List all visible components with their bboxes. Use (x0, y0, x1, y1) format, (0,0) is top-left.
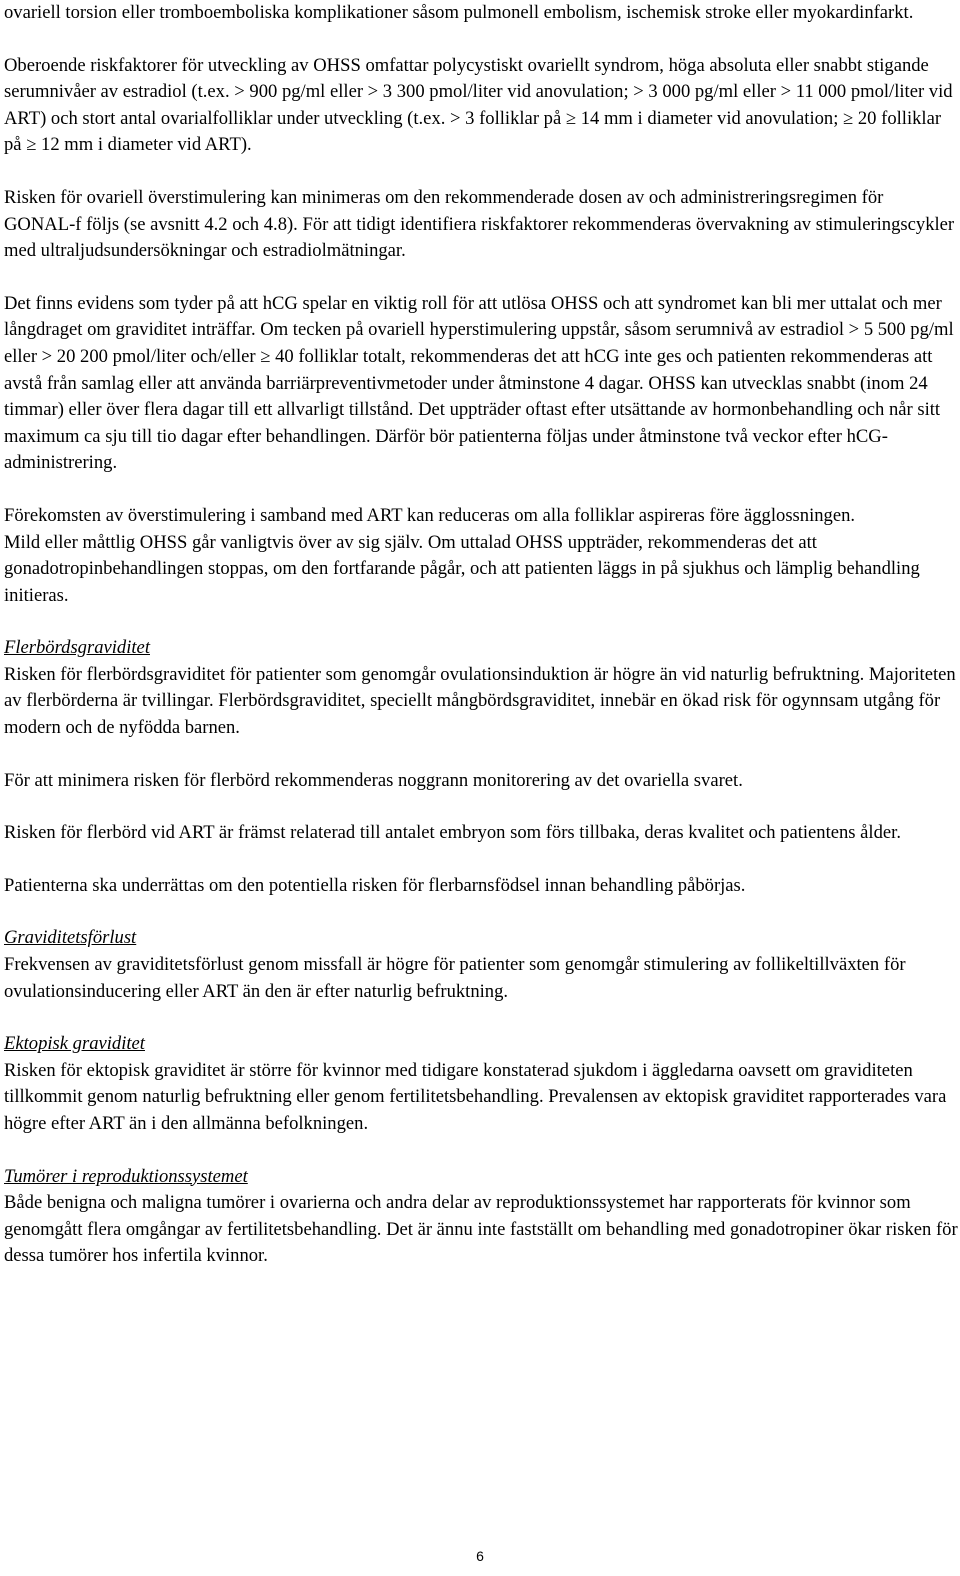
paragraph-art-reduction: Förekomsten av överstimulering i samband med ART kan reduceras om alla folliklar aspireras före ägglossningen. (4, 504, 856, 526)
paragraph-hcg-evidence: Det finns evidens som tyder på att hCG spelar en viktig roll för att utlösa OHSS och att syndromet kan bli mer uttalat och mer långdraget om graviditet inträffar. Om tecken på ovariell hyperstimulering uppstår, såsom serumnivå av estradiol > 5 500 pg/ml eller > 20 200 pmol/liter och/eller ≥ 40 folliklar totalt, rekommenderas det att hCG inte ges och patienten rekommenderas att avstå från samlag eller att använda barriärpreventivmetoder under åtminstone 4 dagar. OHSS kan utvecklas snabbt (inom 24 timmar) eller över flera dagar till ett allvarligt tillstånd. Det uppträder oftast efter utsättande av hormonbehandling och når sitt maximum ca sju till tio dagar efter behandlingen. Därför bör patienterna följas under åtminstone två veckor efter hCG-administrering. (4, 292, 954, 474)
section-heading-multiple-pregnancy: Flerbördsgraviditet (4, 637, 150, 659)
section-body-multiple-pregnancy: Risken för flerbördsgraviditet för patienter som genomgår ovulationsinduktion är högre än vid naturlig befruktning. Majoriteten av flerbörderna är tvillingar. Flerbördsgraviditet, speciellt mångbördsgraviditet, innebär en ökad risk för ogynnsam utgång för modern och de nyfödda barnen. (4, 663, 956, 739)
paragraph-mild-ohss: Mild eller måttlig OHSS går vanligtvis över av sig själv. Om uttalad OHSS uppträder, rekommenderas det att gonadotropinbehandlingen stoppas, om den fortfarande pågår, och att patienten läggs in på sjukhus och lämplig behandling initieras. (4, 531, 920, 606)
section-body-reproductive-tumors: Både benigna och maligna tumörer i ovarierna och andra delar av reproduktionssystemet har rapporterats för kvinnor som genomgått flera omgångar av fertilitetsbehandling. Det är ännu inte fastställt om behandling med gonadotropiner ökar risken för dessa tumörer hos infertila kvinnor. (4, 1192, 958, 1267)
section-body-ectopic-pregnancy: Risken för ektopisk graviditet är större för kvinnor med tidigare konstaterad sjukdom i äggledarna oavsett om graviditeten tillkommit genom naturlig befruktning eller genom fertilitetsbehandling. Prevalensen av ektopisk graviditet rapporterades vara högre efter ART än i den allmänna befolkningen. (4, 1059, 947, 1134)
paragraph-art-embryos: Risken för flerbörd vid ART är främst relaterad till antalet embryon som förs tillbaka, deras kvalitet och patientens ålder. (4, 822, 901, 844)
paragraph-continuation: ovariell torsion eller tromboemboliska komplikationer såsom pulmonell embolism, ischemisk stroke eller myokardinfarkt. (4, 2, 914, 23)
section-heading-pregnancy-loss: Graviditetsförlust (4, 927, 137, 949)
section-heading-reproductive-tumors: Tumörer i reproduktionssystemet (4, 1165, 248, 1187)
section-heading-ectopic-pregnancy: Ektopisk graviditet (4, 1033, 145, 1055)
page-number: 6 (476, 1548, 484, 1564)
document-page (4, 0, 958, 1270)
paragraph-risk-factors: Oberoende riskfaktorer för utveckling av OHSS omfattar polycystiskt ovariellt syndrom, höga absoluta eller snabbt stigande serumnivåer av estradiol (t.ex. > 900 pg/ml eller > 3 300 pmol/liter vid anovulation; > 3 000 pg/ml eller > 11 000 pmol/liter vid ART) och stort antal ovarialfolliklar under utveckling (t.ex. > 3 folliklar på ≥ 14 mm i diameter vid anovulation; ≥ 20 folliklar på ≥ 12 mm i diameter vid ART). (4, 54, 953, 156)
paragraph-monitoring: För att minimera risken för flerbörd rekommenderas noggrann monitorering av det ovariella svaret. (4, 769, 743, 791)
paragraph-inform-patients: Patienterna ska underrättas om den potentiella risken för flerbarnsfödsel innan behandling påbörjas. (4, 874, 746, 896)
section-body-pregnancy-loss: Frekvensen av graviditetsförlust genom missfall är högre för patienter som genomgår stimulering av follikeltillväxten för ovulationsinducering eller ART än den är efter naturlig befruktning. (4, 954, 906, 1002)
paragraph-minimize-risk: Risken för ovariell överstimulering kan minimeras om den rekommenderade dosen av och administreringsregimen för GONAL-f följs (se avsnitt 4.2 och 4.8). För att tidigt identifiera riskfaktorer rekommenderas övervakning av stimuleringscykler med ultraljudsundersökningar och estradiolmätningar. (4, 186, 955, 262)
